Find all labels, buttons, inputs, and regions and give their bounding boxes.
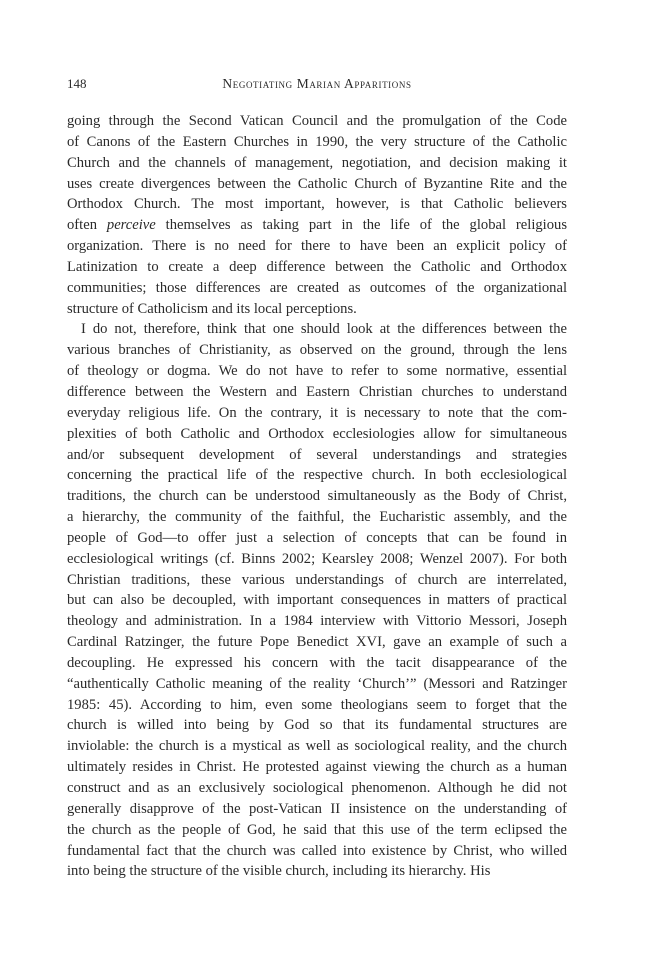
text-line: Christian traditions, these various understandings of church are interrelated, xyxy=(67,571,567,588)
text-line: various branches of Christianity, as observed on the ground, through the lens xyxy=(67,342,567,359)
text-line: Church and the channels of management, negotiation, and decision making it xyxy=(67,154,567,171)
text-line: church is willed into being by God so that its fundamental structures are xyxy=(67,717,567,734)
text-line: concerning the practical life of the respective church. In both ecclesiological xyxy=(67,467,567,484)
text-line: Orthodox Church. The most important, however, is that Catholic believers xyxy=(67,196,567,213)
text-line: construct and as an exclusively sociological phenomenon. Although he did not xyxy=(67,780,567,796)
text-line: uses create divergences between the Catholic Church of Byzantine Rite and the xyxy=(67,175,567,192)
text-run: themselves as taking part in the life of the global religious xyxy=(155,217,567,234)
text-line: ultimately resides in Christ. He protested against viewing the church as a human xyxy=(67,759,567,776)
text-line: organization. There is no need for there to have been an explicit policy of xyxy=(67,238,567,255)
text-line: but can also be decoupled, with important consequences in matters of practical xyxy=(67,592,567,609)
text-line: generally disapprove of the post-Vatican II insistence on the understanding of xyxy=(67,800,567,817)
text-line: everyday religious life. On the contrary, it is necessary to note that the com- xyxy=(67,404,567,421)
text-line: structure of Catholicism and its local perceptions. xyxy=(67,300,357,317)
text-line: people of God—to offer just a selection of concepts that can be found in xyxy=(67,529,567,546)
text-line: a hierarchy, the community of the faithful, the Eucharistic assembly, and the xyxy=(67,509,567,526)
text-line: Cardinal Ratzinger, the future Pope Benedict XVI, gave an example of such a xyxy=(67,634,567,651)
text-line: Latinization to create a deep difference between the Catholic and Orthodox xyxy=(67,258,567,275)
text-line: difference between the Western and Eastern Christian churches to understand xyxy=(67,383,567,400)
text-line: of theology or dogma. We do not have to refer to some normative, essential xyxy=(67,363,567,380)
text-line: fundamental fact that the church was called into existence by Christ, who willed xyxy=(67,842,567,859)
text-line: inviolable: the church is a mystical as well as sociological reality, and the church xyxy=(67,738,567,755)
text-line: plexities of both Catholic and Orthodox ecclesiologies allow for simultaneous xyxy=(67,425,567,442)
emphasis: perceive xyxy=(106,217,156,234)
text-line: traditions, the church can be understood simultaneously as the Body of Christ, xyxy=(67,488,567,505)
text-run: often xyxy=(67,217,107,234)
text-line: going through the Second Vatican Council and the promulgation of the Code xyxy=(67,113,567,129)
text-line: I do not, therefore, think that one should look at the differences between the xyxy=(81,321,567,338)
running-head xyxy=(67,74,567,94)
text-line xyxy=(67,215,567,236)
text-line: decoupling. He expressed his concern with the tacit disappearance of the xyxy=(67,654,567,671)
body-text xyxy=(67,111,567,882)
text-line: of Canons of the Eastern Churches in 1990, the very structure of the Catholic xyxy=(67,133,567,150)
text-line: communities; those differences are created as outcomes of the organizational xyxy=(67,279,567,296)
running-title: Negotiating Marian Apparitions xyxy=(222,76,412,91)
text-line: the church as the people of God, he said that this use of the term eclipsed the xyxy=(67,821,567,838)
text-line: theology and administration. In a 1984 interview with Vittorio Messori, Joseph xyxy=(67,613,567,630)
text-line: “authentically Catholic meaning of the reality ‘Church’” (Messori and Ratzinger xyxy=(67,675,567,692)
text-line: 1985: 45). According to him, even some theologians seem to forget that the xyxy=(67,696,567,713)
text-line: ecclesiological writings (cf. Binns 2002; Kearsley 2008; Wenzel 2007). For both xyxy=(67,550,567,567)
text-line: and/or subsequent development of several understandings and strategies xyxy=(67,446,567,463)
page-number: 148 xyxy=(67,76,87,91)
text-line: into being the structure of the visible church, including its hierarchy. His xyxy=(67,863,491,880)
